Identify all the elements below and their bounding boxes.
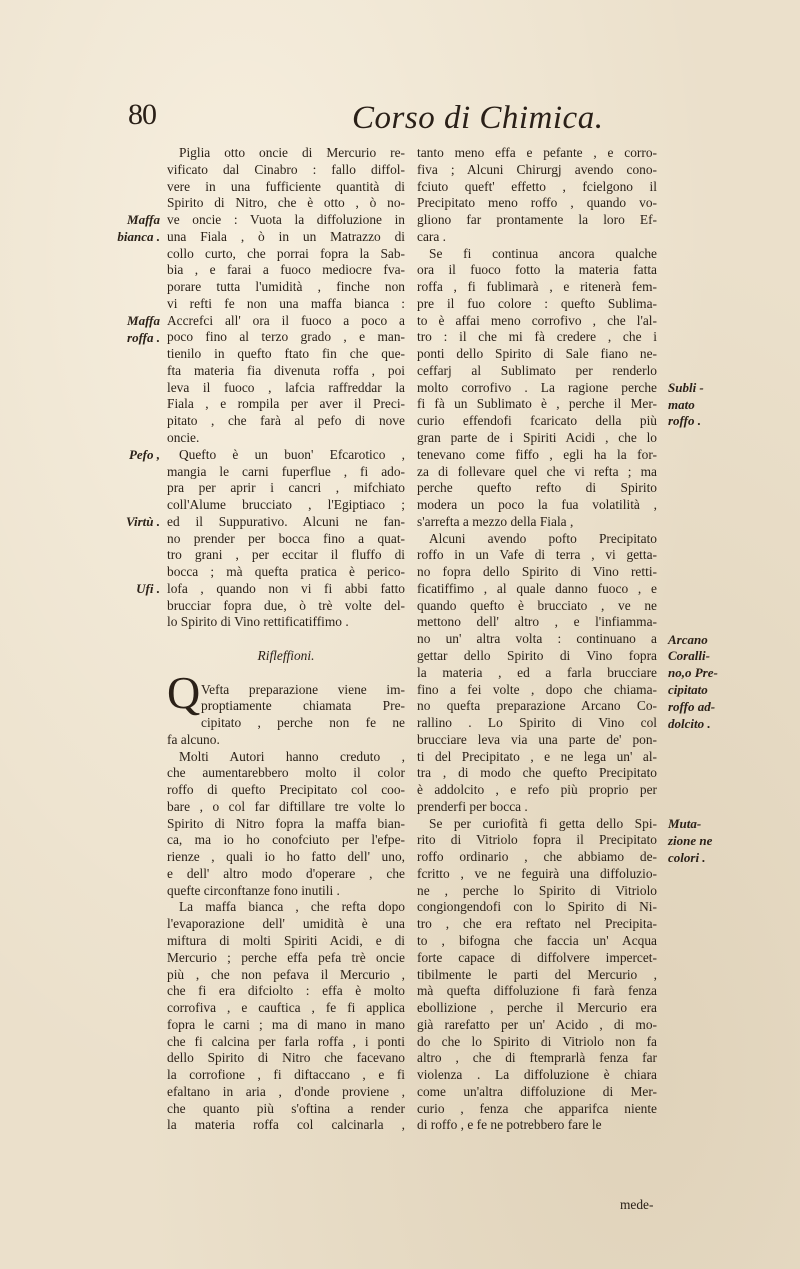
- text-line: ve oncie : Vuota la diffoluzione in: [167, 212, 405, 228]
- text-line: vi refti fe non una maffa bianca :: [167, 295, 405, 311]
- margin-note-line: Coralli-: [668, 648, 710, 664]
- text-line: roffo di quefto Precipitato col coo-: [167, 782, 405, 798]
- text-line: poco fino al terzo grado , e man-: [167, 329, 405, 345]
- margin-note-line: Maffa: [127, 312, 160, 328]
- text-line: quefte circonftanze fono inutili .: [167, 882, 340, 898]
- text-line: Se per curiofità fi getta dello Spi-: [429, 815, 657, 831]
- text-line: una Fiala , ò in un Matrazzo di: [167, 228, 405, 244]
- margin-note: [668, 380, 704, 430]
- text-line: vificato dal Cinabro : fallo diffol-: [167, 161, 405, 177]
- text-line: mà quefta diffoluzione fi farà fenza: [417, 983, 657, 999]
- text-line: già rarefatto per un' Acido , di mo-: [417, 1016, 657, 1032]
- text-line: altro , che di ftemprarlà fenza far: [417, 1050, 657, 1066]
- text-line: congiongendofi con lo Spirito di Ni-: [417, 899, 657, 915]
- text-line: tra , di modo che quefto Precipitato: [417, 765, 657, 781]
- text-line: violenza . La diffoluzione è chiara: [417, 1067, 657, 1083]
- text-line: roffa , fi fublimarà , e ritenerà fem-: [417, 279, 657, 295]
- text-line: Mercurio ; perche effa pefa trè oncie: [167, 949, 405, 965]
- text-line: modera un poco la fua volatilità ,: [417, 497, 657, 513]
- margin-note-line: roffo .: [668, 413, 701, 429]
- text-line: quando quefto è brucciato , ve ne: [417, 597, 657, 613]
- text-line: gettar dello Spirito di Vino fopra: [417, 647, 657, 663]
- text-line: fopra le carni ; ma di mano in mano: [167, 1016, 405, 1032]
- margin-note: [668, 632, 718, 733]
- text-line: la corrofione , fi diftaccano , e fi: [167, 1067, 405, 1083]
- text-line: to è affai meno corrofivo , che l'al-: [417, 312, 657, 328]
- text-line: Fiala , e rompila per aver il Preci-: [167, 396, 405, 412]
- margin-note-line: mato: [668, 396, 695, 412]
- text-line: corrofiva , e cauftica , fe fi applica: [167, 1000, 405, 1016]
- margin-note-line: roffa .: [127, 329, 160, 345]
- text-line: Accrefci all' ora il fuoco a poco a: [167, 312, 405, 328]
- text-line: roffo ordinario , che abbiamo de-: [417, 849, 657, 865]
- margin-note: [127, 313, 160, 347]
- text-line: Quefto è un buon' Efcarotico ,: [179, 446, 405, 462]
- text-line: mettono dell' altro , e l'infiamma-: [417, 614, 657, 630]
- text-line: ceffarj al Sublimato per renderlo: [417, 362, 657, 378]
- text-line: no fopra dello Spirito di Vino retti-: [417, 564, 657, 580]
- text-line: fcritto , ve ne feguirà una diffoluzio-: [417, 865, 657, 881]
- text-line: to , bifogna che faccia un' Acqua: [417, 932, 657, 948]
- text-line: ca, ma io ho conofciuto per l'efpe-: [167, 832, 405, 848]
- text-line: mangia le carni fuperflue , fi ado-: [167, 463, 405, 479]
- text-line: efaltano in aria , d'onde proviene ,: [167, 1083, 405, 1099]
- margin-note-line: roffo ad-: [668, 698, 716, 714]
- text-line: curio effendofi fcaricato della più: [417, 413, 657, 429]
- text-line: perche quefto refto di Spirito: [417, 480, 657, 496]
- margin-note-line: Virtù .: [126, 514, 160, 530]
- text-line: bocca ; mà quefta pratica è perico-: [167, 564, 405, 580]
- text-line: oncie.: [167, 430, 200, 446]
- text-line: tienilo in quefto ftato fin che que-: [167, 346, 405, 362]
- text-line: e dell' altro modo d'operare , che: [167, 865, 405, 881]
- margin-note-line: Arcano: [668, 631, 708, 647]
- text-line: che aumentarebbero molto il color: [167, 765, 405, 781]
- text-line: do che lo Spirito di Vitriolo non fa: [417, 1033, 657, 1049]
- text-line: La maffa bianca , che refta dopo: [179, 899, 405, 915]
- text-line: dello Spirito di Nitro che facevano: [167, 1050, 405, 1066]
- text-line: fino a fei volte , dopo che chiama-: [417, 681, 657, 697]
- text-line: rallino . Lo Spirito di Vino col: [417, 715, 657, 731]
- text-line: ora il fuoco fotto la materia fatta: [417, 262, 657, 278]
- text-line: [167, 631, 405, 648]
- text-line: prenderfi per bocca .: [417, 798, 528, 814]
- text-line: pitato , che farà al pefo di nove: [167, 413, 405, 429]
- text-line: collo curto, che porrai fopra la Sab-: [167, 245, 405, 261]
- text-line: brucciar fopra due, ò trè volte del-: [167, 597, 405, 613]
- text-line: Molti Autori hanno creduto ,: [179, 748, 405, 764]
- running-title: Corso di Chimica.: [352, 100, 604, 136]
- text-line: porare tutta l'umidità , finche non: [167, 279, 405, 295]
- text-line: la materia roffa col calcinarla ,: [167, 1117, 405, 1133]
- left-text-column: [167, 145, 405, 1134]
- text-line: za di follevare quel che vi refta ; ma: [417, 463, 657, 479]
- text-line: ne , perche lo Spirito di Vitriolo: [417, 882, 657, 898]
- drop-cap: Q: [167, 667, 201, 718]
- margin-note: [117, 212, 160, 246]
- text-line: no quefta preparazione Arcano Co-: [417, 698, 657, 714]
- margin-note-line: zione ne: [668, 832, 713, 848]
- text-line: rito di Vitriolo fopra il Precipitato: [417, 832, 657, 848]
- page-number: 80: [128, 98, 156, 131]
- text-line: tro grani , per eccitar il fluffo di: [167, 547, 405, 563]
- text-line: gliono far prontamente la loro Ef-: [417, 212, 657, 228]
- text-line: tro : il che mi fà credere , che i: [417, 329, 657, 345]
- text-line: Spirito di Nitro fopra la maffa bian-: [167, 815, 405, 831]
- margin-note-line: Muta-: [668, 816, 702, 832]
- margin-note-line: Ufi .: [136, 581, 160, 597]
- text-line: fiva ; Alcuni Chirurgj avendo cono-: [417, 161, 657, 177]
- margin-note-line: bianca .: [117, 228, 160, 244]
- text-line: ponti dello Spirito di Sale fiano ne-: [417, 346, 657, 362]
- margin-note-line: colori .: [668, 849, 706, 865]
- text-line: più , che non pefava il Mercurio ,: [167, 966, 405, 982]
- text-line: ti del Precipitato , e ne lega un' al-: [417, 748, 657, 764]
- text-line: lo Spirito di Vino rettificatiffimo .: [167, 614, 349, 630]
- text-line: che fi era difciolto : effa è molto: [167, 983, 405, 999]
- text-line: che quanto più s'oftina a render: [167, 1100, 405, 1116]
- text-line: forte capace di diffolvere impercet-: [417, 949, 657, 965]
- text-line: brucciare leva via una parte de' pon-: [417, 731, 657, 747]
- text-line: tro , che era reftato nel Precipita-: [417, 916, 657, 932]
- text-line: Vefta preparazione viene im-: [201, 681, 405, 697]
- catchword: mede-: [620, 1197, 654, 1212]
- text-line: Rifleffioni.: [257, 647, 315, 663]
- text-line: fi fà un Sublimato è , perche il Mer-: [417, 396, 657, 412]
- text-line: tenevano come fiffo , egli ha la for-: [417, 446, 657, 462]
- text-line: pra per aprir i cancri , mifchiato: [167, 480, 405, 496]
- text-line: rienze , quali io ho fatto dell' uno,: [167, 849, 405, 865]
- text-line: fta materia fia divenuta roffa , poi: [167, 362, 405, 378]
- text-line: bare , o col far diftillare tre volte lo: [167, 798, 405, 814]
- text-line: roffo in un Vafe di terra , vi getta-: [417, 547, 657, 563]
- margin-note-line: Maffa: [127, 212, 160, 228]
- text-line: no prender per bocca fino a quat-: [167, 530, 405, 546]
- text-line: leva il fuoco , lafcia raffreddar la: [167, 379, 405, 395]
- text-line: che fi calcina per farla roffa , i ponti: [167, 1033, 405, 1049]
- margin-note: [129, 447, 160, 464]
- text-line: Precipitato meno roffo , quando vo-: [417, 195, 657, 211]
- text-line: l'evaporazione dell' umidità è una: [167, 916, 405, 932]
- text-line: ebollizione , perche il Mercurio era: [417, 1000, 657, 1016]
- margin-note: [126, 514, 160, 531]
- text-line: lofa , quando non vi fi abbi fatto: [167, 580, 405, 596]
- margin-note-line: Subli -: [668, 379, 704, 395]
- text-line: tibilmente le parti del Mercurio ,: [417, 966, 657, 982]
- text-line: tanto meno effa e pefante , e corro-: [417, 145, 657, 160]
- text-line: cipitato , perche non fe ne: [201, 715, 405, 731]
- text-line: [167, 665, 405, 682]
- text-line: Se fi continua ancora qualche: [429, 245, 657, 261]
- text-line: Piglia otto oncie di Mercurio re-: [179, 145, 405, 160]
- margin-note-line: dolcito .: [668, 715, 711, 731]
- text-line: di roffo , e fe ne potrebbero fare le: [417, 1117, 602, 1133]
- text-line: miftura di molti Spiriti Acidi, e di: [167, 932, 405, 948]
- margin-note-line: no,o Pre-: [668, 665, 718, 681]
- text-line: pre il fuo colore : quefto Sublima-: [417, 295, 657, 311]
- text-line: la materia , ed a farla brucciare: [417, 664, 657, 680]
- text-line: bia , e farai a fuoco mediocre fva-: [167, 262, 405, 278]
- text-line: fciuto queft' effetto , fcielgono il: [417, 178, 657, 194]
- margin-note: [136, 581, 160, 598]
- text-line: ficatiffimo , al quale danno fuoco , e: [417, 580, 657, 596]
- right-text-column: [417, 145, 657, 1134]
- text-line: curio , fenza che apparifca niente: [417, 1100, 657, 1116]
- text-line: è addolcito , e refo più proprio per: [417, 782, 657, 798]
- text-line: proptiamente chiamata Pre-: [201, 698, 405, 714]
- text-line: molto corrofivo . La ragione perche: [417, 379, 657, 395]
- text-line: fa alcuno.: [167, 731, 220, 747]
- text-line: no un' altra volta : continuano a: [417, 631, 657, 647]
- text-line: come un'altra diffoluzione di Mer-: [417, 1083, 657, 1099]
- text-line: ed il Suppurativo. Alcuni ne fan-: [167, 513, 405, 529]
- text-line: Spirito di Nitro, che è otto , ò no-: [167, 195, 405, 211]
- margin-note-line: Pefo ,: [128, 447, 160, 463]
- text-line: Alcuni avendo pofto Precipitato: [429, 530, 657, 546]
- text-line: vere in una fufficiente quantità di: [167, 178, 405, 194]
- text-line: cara .: [417, 228, 446, 244]
- text-line: coll'Alume brucciato , l'Egiptiaco ;: [167, 497, 405, 513]
- text-line: s'arrefta a mezzo della Fiala ,: [417, 513, 574, 529]
- text-line: gran parte de i Spiriti Acidi , che lo: [417, 430, 657, 446]
- margin-note: [668, 816, 712, 866]
- margin-note-line: cipitato: [668, 681, 708, 697]
